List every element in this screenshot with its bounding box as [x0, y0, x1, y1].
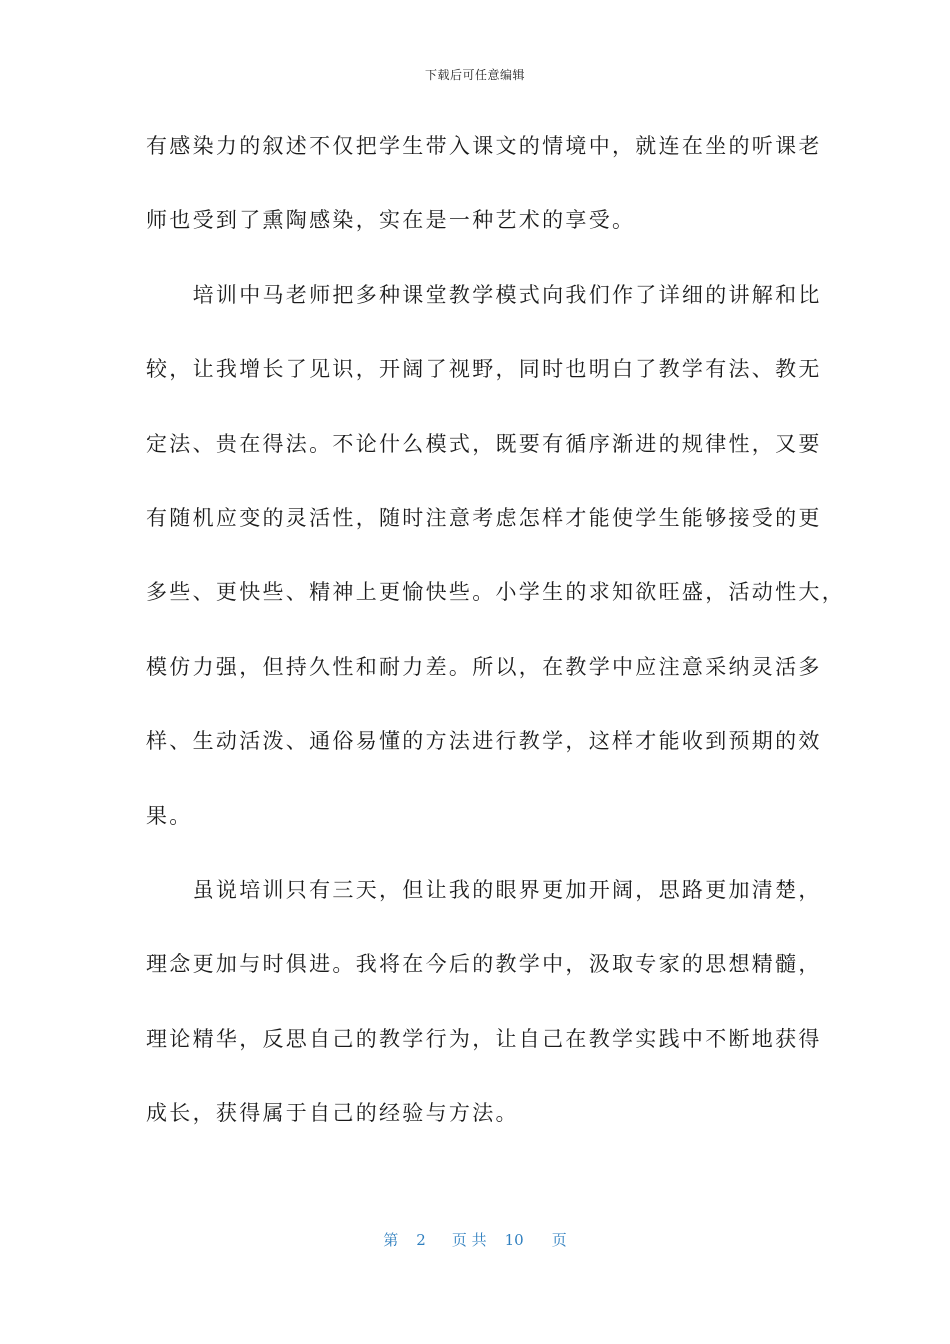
body-line: 较，让我增长了见识，开阔了视野，同时也明白了教学有法、教无	[146, 357, 822, 382]
body-line: 师也受到了熏陶感染，实在是一种艺术的享受。	[146, 208, 636, 233]
document-body	[146, 128, 845, 1169]
current-page-number: 2	[416, 1231, 426, 1249]
page-header: 下载后可任意编辑	[424, 68, 525, 82]
body-line: 果。	[146, 803, 193, 828]
body-line: 有感染力的叙述不仅把学生带入课文的情境中，就连在坐的听课老	[146, 134, 822, 158]
body-line: 理论精华，反思自己的教学行为，让自己在教学实践中不断地获得	[146, 1026, 822, 1051]
body-line: 多些、更快些、精神上更愉快些。小学生的求知欲旺盛，活动性大，	[146, 580, 845, 605]
body-line: 有随机应变的灵活性，随时注意考虑怎样才能使学生能够接受的更	[146, 505, 822, 530]
body-line: 成长，获得属于自己的经验与方法。	[146, 1101, 519, 1126]
footer-suffix: 页	[551, 1231, 567, 1249]
page-footer	[0, 1229, 950, 1250]
footer-prefix: 第	[383, 1231, 399, 1249]
body-line: 模仿力强，但持久性和耐力差。所以，在教学中应注意采纳灵活多	[146, 654, 822, 679]
body-line: 理念更加与时俱进。我将在今后的教学中，汲取专家的思想精髓，	[146, 952, 822, 977]
body-line: 虽说培训只有三天，但让我的眼界更加开阔，思路更加清楚，	[146, 877, 822, 902]
body-line: 定法、贵在得法。不论什么模式，既要有循序渐进的规律性，又要	[146, 431, 822, 456]
body-line: 样、生动活泼、通俗易懂的方法进行教学，这样才能收到预期的效	[146, 729, 822, 754]
footer-middle: 页 共	[451, 1231, 487, 1249]
body-line: 培训中马老师把多种课堂教学模式向我们作了详细的讲解和比	[146, 282, 822, 307]
total-page-count: 10	[504, 1231, 524, 1249]
